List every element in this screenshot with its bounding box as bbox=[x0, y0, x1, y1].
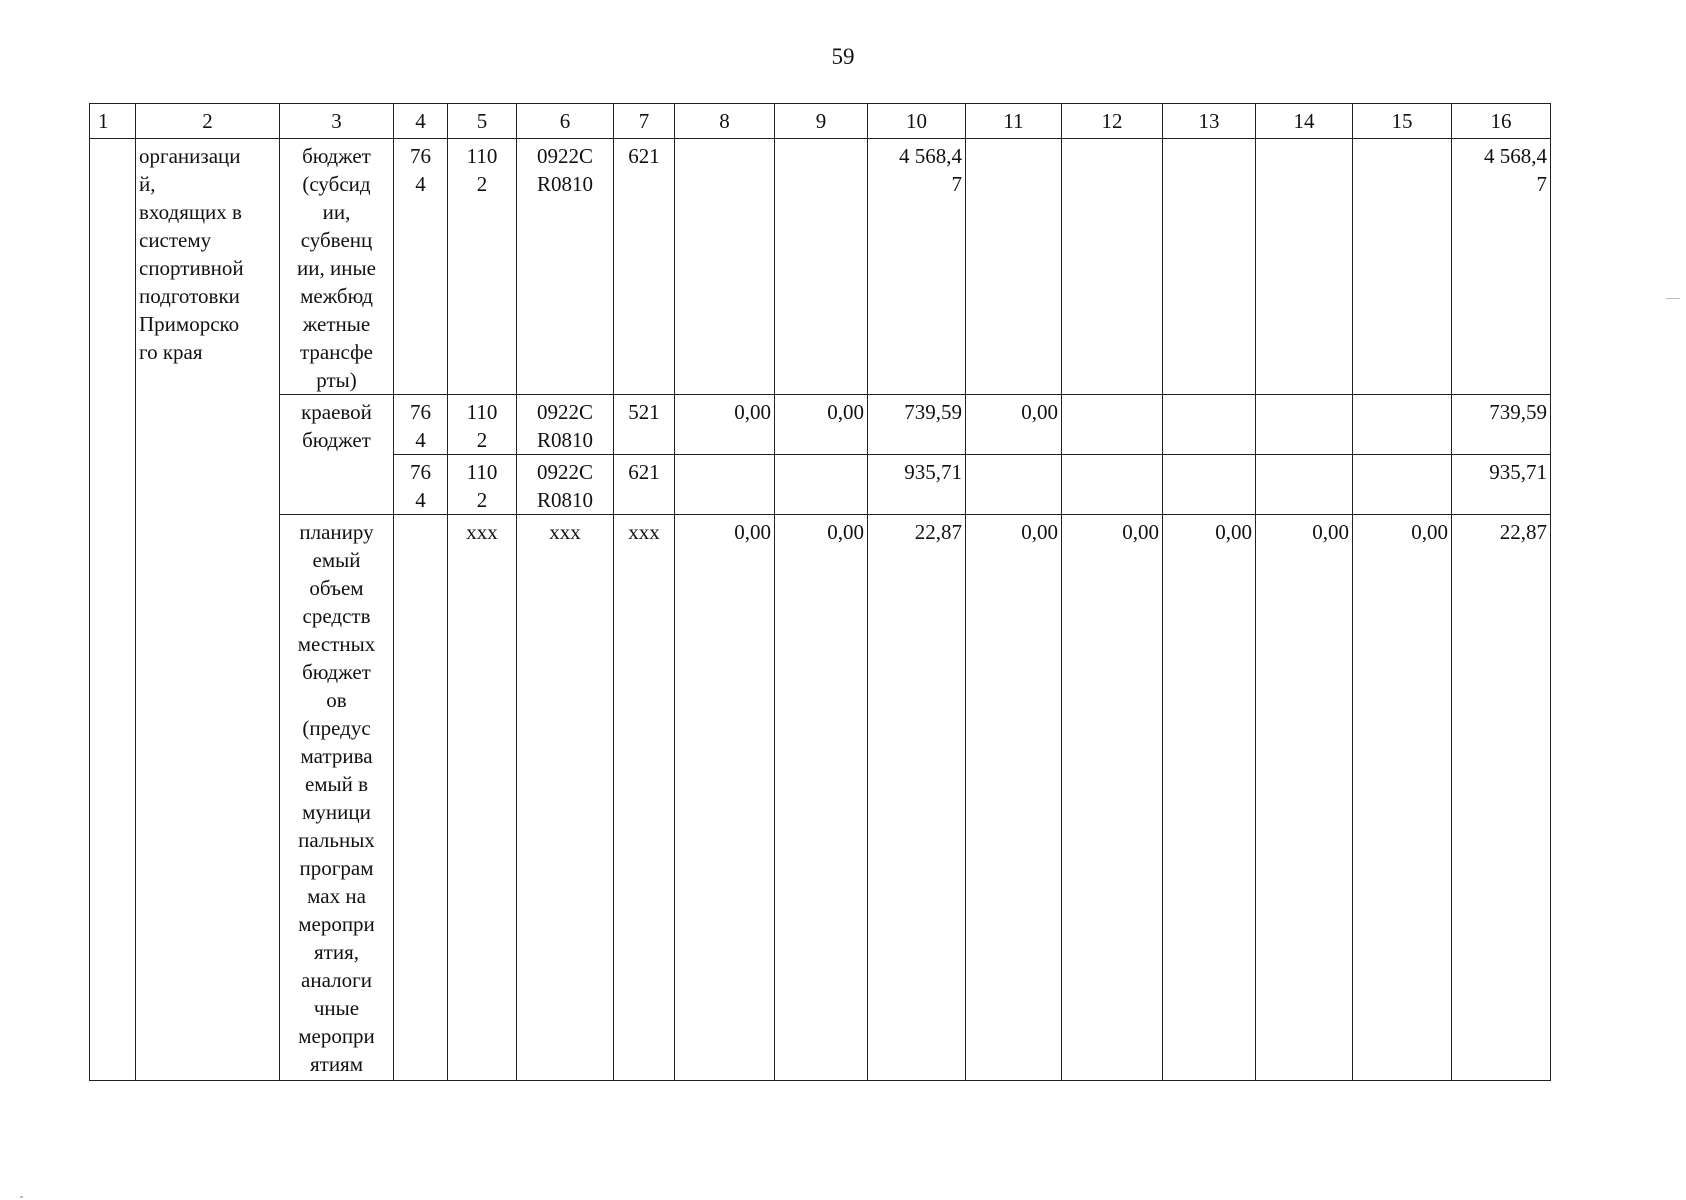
value-cell: 0,00 bbox=[1256, 515, 1353, 1081]
value-cell bbox=[675, 455, 775, 515]
table-row bbox=[90, 515, 1551, 1081]
grbs-cell bbox=[394, 515, 448, 1081]
total-cell: 4 568,4 7 bbox=[1452, 139, 1551, 395]
scan-artifact bbox=[20, 1196, 23, 1198]
event-name-cell: организаци й, входящих в систему спортивной подготовки Приморско го края bbox=[136, 139, 280, 1081]
target-article-cell: 0922С R0810 bbox=[517, 455, 614, 515]
value-cell bbox=[1256, 395, 1353, 455]
value-cell: 739,59 bbox=[868, 395, 966, 455]
source-cell: бюджет (субсид ии, субвенц ии, иные межбюд жетные трансфе рты) bbox=[280, 139, 394, 395]
target-article-cell: 0922С R0810 bbox=[517, 139, 614, 395]
section-cell: 110 2 bbox=[448, 395, 517, 455]
header-cell: 14 bbox=[1256, 104, 1353, 139]
header-cell: 16 bbox=[1452, 104, 1551, 139]
header-cell: 13 bbox=[1163, 104, 1256, 139]
header-cell: 4 bbox=[394, 104, 448, 139]
budget-table bbox=[89, 103, 1551, 1081]
header-row bbox=[90, 104, 1551, 139]
value-cell bbox=[1353, 395, 1452, 455]
total-cell: 739,59 bbox=[1452, 395, 1551, 455]
row-number-cell bbox=[90, 139, 136, 1081]
value-cell bbox=[1353, 139, 1452, 395]
value-cell bbox=[775, 455, 868, 515]
value-cell bbox=[1062, 139, 1163, 395]
value-cell bbox=[966, 139, 1062, 395]
section-cell: ххх bbox=[448, 515, 517, 1081]
header-cell: 10 bbox=[868, 104, 966, 139]
header-cell: 11 bbox=[966, 104, 1062, 139]
source-cell: краевой бюджет bbox=[280, 395, 394, 515]
source-cell: планиру емый объем средств местных бюджет ов (предус матрива емый в муници пальных програм мах на меропри ятия, аналоги чные меропри ятиям bbox=[280, 515, 394, 1081]
total-cell: 935,71 bbox=[1452, 455, 1551, 515]
header-cell: 7 bbox=[614, 104, 675, 139]
value-cell bbox=[1163, 139, 1256, 395]
header-cell: 9 bbox=[775, 104, 868, 139]
header-cell: 8 bbox=[675, 104, 775, 139]
table-row bbox=[90, 395, 1551, 455]
value-cell: 4 568,4 7 bbox=[868, 139, 966, 395]
page-number: 59 bbox=[831, 44, 855, 69]
scan-artifact bbox=[1666, 298, 1680, 299]
expense-type-cell: 621 bbox=[614, 139, 675, 395]
expense-type-cell: 521 bbox=[614, 395, 675, 455]
header-cell: 3 bbox=[280, 104, 394, 139]
header-cell: 6 bbox=[517, 104, 614, 139]
value-cell bbox=[966, 455, 1062, 515]
value-cell: 22,87 bbox=[868, 515, 966, 1081]
grbs-cell: 76 4 bbox=[394, 139, 448, 395]
value-cell: 0,00 bbox=[966, 395, 1062, 455]
value-cell: 935,71 bbox=[868, 455, 966, 515]
value-cell: 0,00 bbox=[1062, 515, 1163, 1081]
grbs-cell: 76 4 bbox=[394, 395, 448, 455]
value-cell bbox=[1062, 395, 1163, 455]
header-cell: 5 bbox=[448, 104, 517, 139]
value-cell: 0,00 bbox=[675, 515, 775, 1081]
value-cell: 0,00 bbox=[966, 515, 1062, 1081]
section-cell: 110 2 bbox=[448, 139, 517, 395]
value-cell: 0,00 bbox=[1353, 515, 1452, 1081]
section-cell: 110 2 bbox=[448, 455, 517, 515]
value-cell bbox=[675, 139, 775, 395]
value-cell bbox=[1062, 455, 1163, 515]
value-cell bbox=[1163, 395, 1256, 455]
value-cell: 0,00 bbox=[675, 395, 775, 455]
header-cell: 15 bbox=[1353, 104, 1452, 139]
value-cell bbox=[1256, 455, 1353, 515]
target-article-cell: ххх bbox=[517, 515, 614, 1081]
value-cell: 0,00 bbox=[775, 515, 868, 1081]
grbs-cell: 76 4 bbox=[394, 455, 448, 515]
expense-type-cell: ххх bbox=[614, 515, 675, 1081]
target-article-cell: 0922С R0810 bbox=[517, 395, 614, 455]
value-cell: 0,00 bbox=[1163, 515, 1256, 1081]
table-row bbox=[90, 139, 1551, 395]
total-cell: 22,87 bbox=[1452, 515, 1551, 1081]
expense-type-cell: 621 bbox=[614, 455, 675, 515]
header-cell: 2 bbox=[136, 104, 280, 139]
header-cell: 12 bbox=[1062, 104, 1163, 139]
value-cell bbox=[1256, 139, 1353, 395]
header-cell: 1 bbox=[90, 104, 136, 139]
value-cell bbox=[775, 139, 868, 395]
value-cell: 0,00 bbox=[775, 395, 868, 455]
value-cell bbox=[1353, 455, 1452, 515]
value-cell bbox=[1163, 455, 1256, 515]
